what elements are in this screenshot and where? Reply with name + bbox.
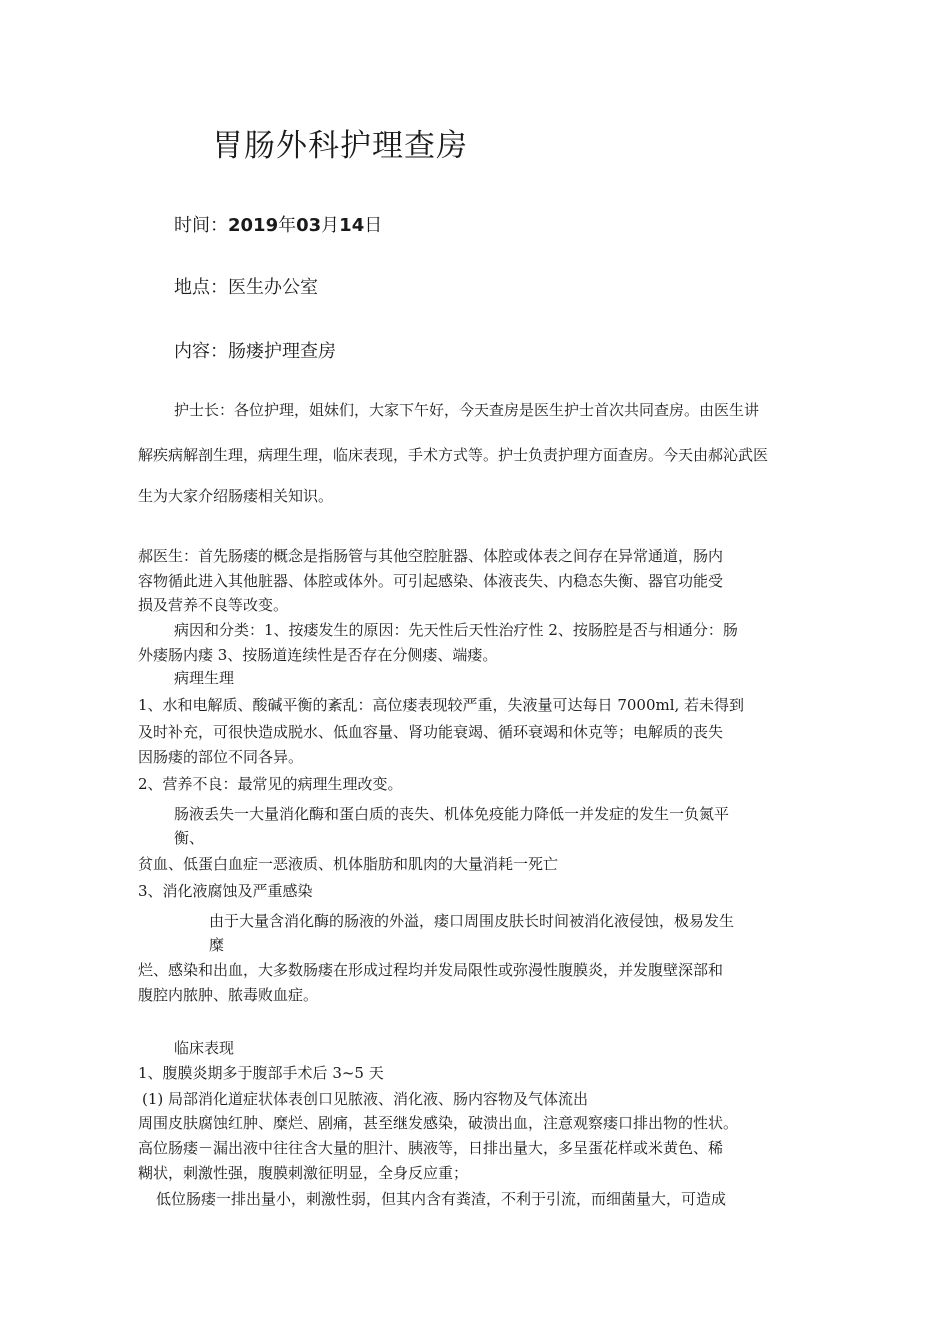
text-line: 衡、 [174,829,205,847]
text-line: 1、水和电解质、酸碱平衡的紊乱：高位瘘表现较严重，失液量可达每日 7000ml, 若未得到 [138,696,745,714]
text-line: 低位肠瘘一排出量小，刺激性弱，但其内含有粪渣，不利于引流，而细菌量大，可造成 [156,1190,727,1208]
text-line: 3、消化液腐蚀及严重感染 [138,882,313,900]
meeting-place: 地点：医生办公室 [174,277,318,298]
text-line: 解疾病解剖生理，病理生理，临床表现，手术方式等。护士负责护理方面查房。今天由郝沁武医 [138,446,769,464]
text-line: (1) 局部消化道症状体表创口见脓液、消化液、肠内容物及气体流出 [142,1090,589,1108]
text-line: 外瘘肠内瘘 3、按肠道连续性是否存在分侧瘘、端瘘。 [138,646,498,664]
meeting-content: 内容：肠瘘护理查房 [174,341,336,362]
meeting-time: 时间：2019年03月14日 [174,215,383,236]
text-line: 糜 [209,936,225,954]
text-line: 高位肠瘘－漏出液中往往含大量的胆汁、胰液等，日排出量大，多呈蛋花样或米黄色、稀 [138,1139,724,1157]
text-line: 贫血、低蛋白血症一恶液质、机体脂肪和肌肉的大量消耗一死亡 [138,855,559,873]
page-title: 胃肠外科护理查房 [212,128,468,164]
text-line: 1、腹膜炎期多于腹部手术后 3~5 天 [138,1064,384,1082]
text-line: 糊状，刺激性强，腹膜刺激征明显，全身反应重； [138,1164,469,1182]
text-line: 生为大家介绍肠瘘相关知识。 [138,487,334,505]
text-line: 郝医生：首先肠瘘的概念是指肠管与其他空腔脏器、体腔或体表之间存在异常通道，肠内 [138,547,724,565]
text-line: 由于大量含消化酶的肠液的外溢，瘘口周围皮肤长时间被消化液侵蚀，极易发生 [209,912,735,930]
text-line: 肠液丢失一大量消化酶和蛋白质的丧失、机体免疫能力降低一并发症的发生一负氮平 [174,805,730,823]
text-line: 及时补充，可很快造成脱水、低血容量、肾功能衰竭、循环衰竭和休克等；电解质的丧失 [138,723,724,741]
section-heading: 病理生理 [174,669,235,687]
text-line: 烂、感染和出血，大多数肠瘘在形成过程均并发局限性或弥漫性腹膜炎，并发腹壁深部和 [138,961,724,979]
text-line: 腹腔内脓肿、脓毒败血症。 [138,986,319,1004]
text-line: 2、营养不良：最常见的病理生理改变。 [138,775,403,793]
text-line: 容物循此进入其他脏器、体腔或体外。可引起感染、体液丧失、内稳态失衡、器官功能受 [138,572,724,590]
text-line: 护士长：各位护理，姐妹们，大家下午好，今天查房是医生护士首次共同查房。由医生讲 [174,401,760,419]
text-line: 因肠瘘的部位不同各异。 [138,748,304,766]
text-line: 损及营养不良等改变。 [138,596,289,614]
section-heading: 临床表现 [174,1039,235,1057]
text-line: 病因和分类：1、按瘘发生的原因：先天性后天性治疗性 2、按肠腔是否与相通分：肠 [174,621,738,639]
text-line: 周围皮肤腐蚀红肿、糜烂、剧痛，甚至继发感染，破溃出血，注意观察瘘口排出物的性状。 [138,1114,739,1132]
